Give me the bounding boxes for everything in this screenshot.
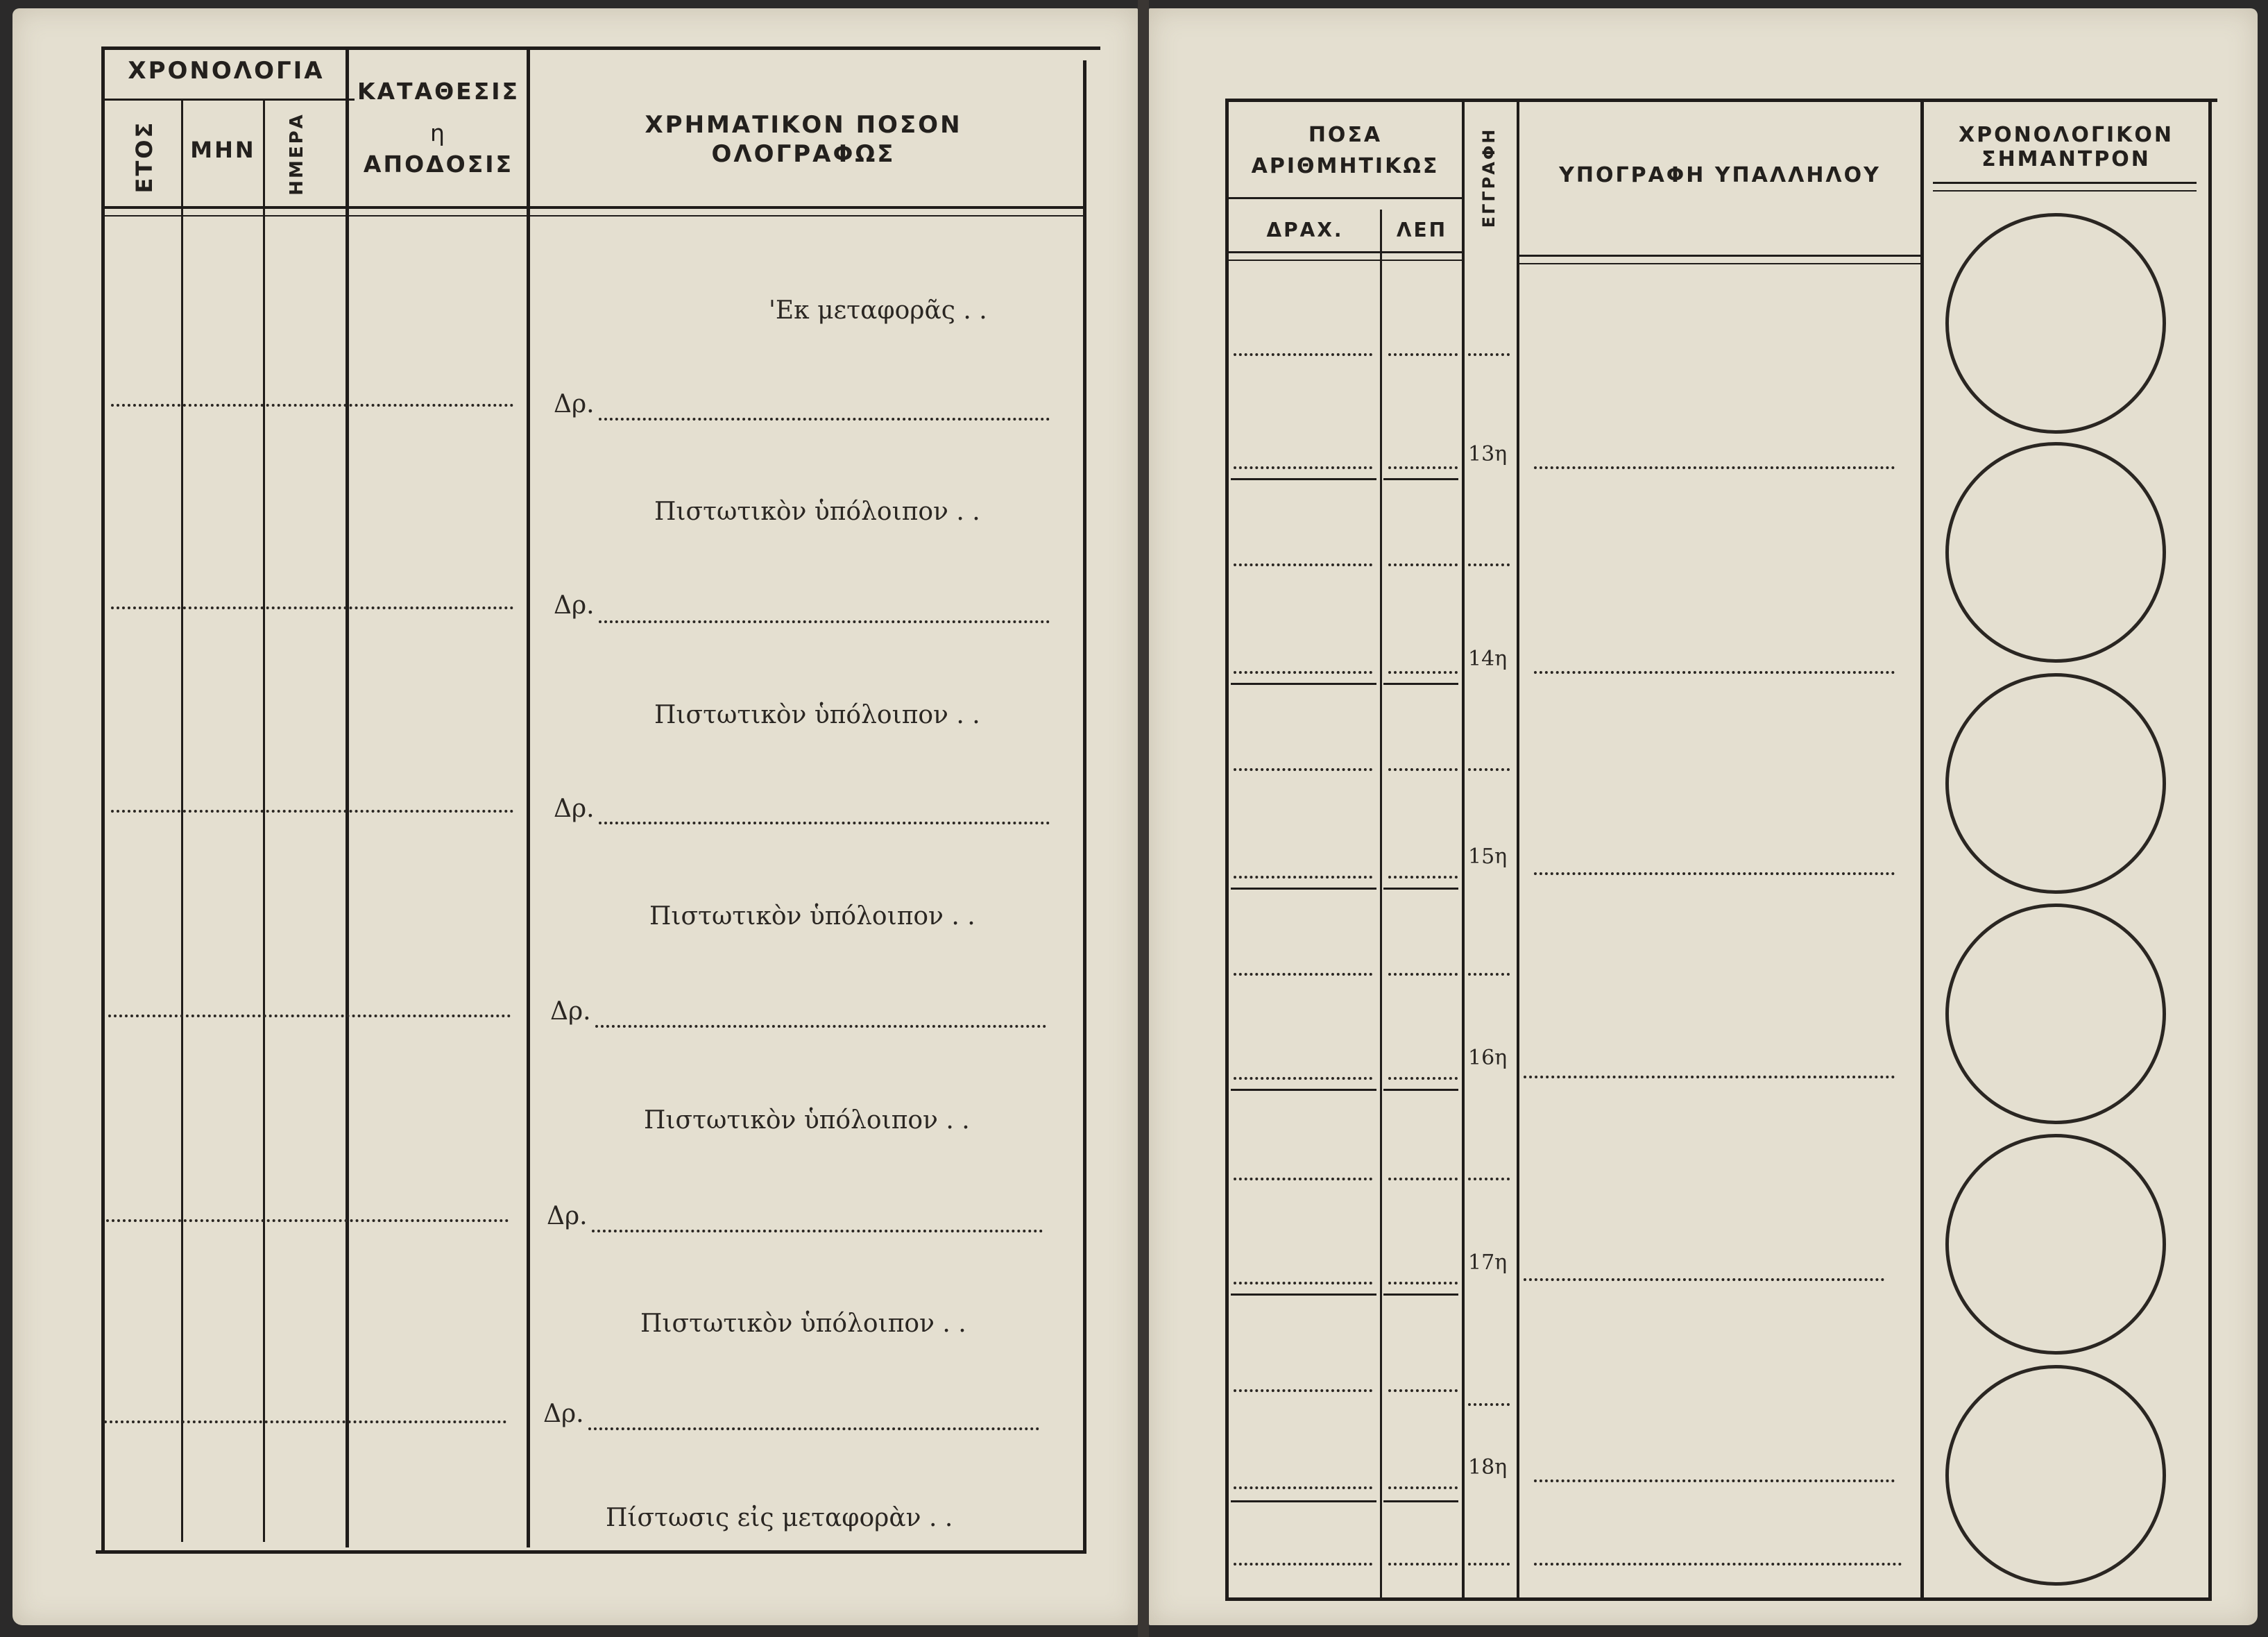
header-olografos: ΟΛΟΓΡΑΦΩΣ	[711, 140, 896, 168]
stamp-circle	[1945, 673, 2166, 894]
drach-line	[1234, 671, 1372, 674]
amount-label: Δρ.	[543, 1400, 584, 1428]
frame-left	[101, 46, 105, 1551]
drach-line	[1234, 1282, 1372, 1284]
stamp-circle	[1945, 904, 2166, 1124]
total-rule	[1383, 1294, 1458, 1296]
signature-line	[1534, 1563, 1902, 1566]
total-rule	[1383, 1500, 1458, 1502]
col-sep-simantron	[1920, 102, 1924, 1597]
amount-label: Δρ.	[554, 591, 595, 620]
lep-line	[1388, 1178, 1458, 1180]
date-line	[104, 1420, 506, 1423]
amount-label: Δρ.	[550, 997, 591, 1026]
signature-line	[1534, 671, 1895, 674]
simantron-rule	[1933, 182, 2197, 184]
stamp-circle	[1945, 442, 2166, 663]
lep-line	[1388, 973, 1458, 976]
header-apodosis: ΑΠΟΔΟΣΙΣ	[363, 151, 514, 178]
frame-top	[101, 46, 1100, 50]
col-sep-2	[263, 99, 265, 1542]
header-chronologia: ΧΡΟΝΟΛΟΓΙΑ	[128, 57, 325, 85]
lep-line	[1388, 671, 1458, 674]
book-spine	[1138, 0, 1149, 1637]
amount-line	[599, 822, 1050, 824]
simantron-rule-2	[1933, 190, 2197, 192]
header-arithmitikos: ΑΡΙΘΜΗΤΙΚΩΣ	[1251, 154, 1440, 178]
amount-label: Δρ.	[554, 795, 595, 823]
total-rule	[1383, 683, 1458, 685]
header-poson: ΧΡΗΜΑΤΙΚΟΝ ΠΟΣΟΝ	[645, 111, 962, 139]
col-sep-lep	[1380, 210, 1382, 1597]
lep-line	[1388, 876, 1458, 879]
drach-line	[1234, 768, 1372, 771]
amount-line	[599, 418, 1050, 421]
footer-text: Πίστωσις εἰς μεταφορὰν . .	[606, 1504, 953, 1532]
frame-right	[1083, 60, 1086, 1552]
header-drach: ΔΡΑΧ.	[1266, 219, 1344, 241]
date-line	[106, 1219, 509, 1222]
total-rule	[1231, 1500, 1376, 1502]
row-text: Πιστωτικὸν ὑπόλοιπον . .	[654, 701, 980, 729]
signature-line	[1534, 466, 1895, 469]
posa-rule	[1229, 197, 1462, 199]
header-eggrafi: ΕΓΓΡΑΦΗ	[1479, 127, 1499, 228]
header-rule-2	[1229, 260, 1462, 261]
drach-line	[1234, 1077, 1372, 1080]
lep-line	[1388, 1486, 1458, 1489]
eggrafi-line	[1468, 563, 1510, 566]
header-etos: ΕΤΟΣ	[131, 120, 157, 194]
drach-line	[1234, 1389, 1372, 1392]
lep-line	[1388, 1282, 1458, 1284]
frame-left	[1225, 99, 1229, 1601]
col-sep-1	[181, 99, 183, 1542]
amount-line	[588, 1427, 1039, 1430]
entry-number: 15η	[1468, 845, 1508, 869]
drach-line	[1234, 563, 1372, 566]
total-rule	[1231, 1294, 1376, 1296]
row-text: Πιστωτικὸν ὑπόλοιπον . .	[649, 902, 975, 931]
eggrafi-line	[1468, 1563, 1510, 1566]
frame-top	[1225, 99, 2217, 102]
entry-number: 17η	[1468, 1250, 1508, 1275]
row-text: Πιστωτικὸν ὑπόλοιπον . .	[644, 1106, 970, 1135]
entry-number: 13η	[1468, 442, 1508, 466]
header-min: ΜΗΝ	[190, 137, 256, 163]
eggrafi-line	[1468, 353, 1510, 356]
header-rule-sign	[1519, 255, 1920, 257]
frame-bottom	[1225, 1597, 2212, 1601]
total-rule	[1383, 478, 1458, 480]
amount-line	[599, 620, 1050, 623]
lep-line	[1388, 563, 1458, 566]
drach-line	[1234, 353, 1372, 356]
entry-number: 18η	[1468, 1455, 1508, 1479]
date-line	[111, 607, 513, 609]
date-line	[111, 810, 513, 813]
header-katathesis: ΚΑΤΑΘΕΣΙΣ	[357, 78, 520, 105]
total-rule	[1383, 888, 1458, 890]
entry-number: 16η	[1468, 1046, 1508, 1070]
total-rule	[1231, 683, 1376, 685]
eggrafi-line	[1468, 768, 1510, 771]
signature-line	[1534, 1479, 1895, 1482]
amount-line	[595, 1025, 1046, 1028]
header-rule-2	[105, 215, 1084, 217]
amount-label: Δρ.	[547, 1202, 588, 1230]
frame-right	[2208, 102, 2212, 1601]
entry-number: 14η	[1468, 647, 1508, 671]
header-imera: ΗΜΕΡΑ	[287, 112, 307, 196]
eggrafi-line	[1468, 973, 1510, 976]
header-rule	[1229, 251, 1462, 253]
row-text: Πιστωτικὸν ὑπόλοιπον . .	[640, 1309, 966, 1338]
drach-line	[1234, 466, 1372, 469]
eggrafi-line	[1468, 1178, 1510, 1180]
amount-line	[592, 1230, 1043, 1232]
lep-line	[1388, 466, 1458, 469]
drach-line	[1234, 1563, 1372, 1566]
signature-line	[1524, 1278, 1884, 1281]
lep-line	[1388, 1389, 1458, 1392]
col-sep-3	[346, 50, 349, 1547]
total-rule	[1231, 1089, 1376, 1091]
header-posa: ΠΟΣΑ	[1308, 123, 1383, 147]
date-line	[108, 1015, 511, 1017]
left-page	[12, 8, 1138, 1625]
total-rule	[1231, 888, 1376, 890]
total-rule	[1231, 478, 1376, 480]
right-page	[1149, 8, 2258, 1625]
col-sep-4	[527, 50, 530, 1547]
stamp-circle	[1945, 1365, 2166, 1586]
amount-label: Δρ.	[554, 390, 595, 418]
drach-line	[1234, 876, 1372, 879]
lep-line	[1388, 1077, 1458, 1080]
lep-line	[1388, 1563, 1458, 1566]
header-ypografi: ΥΠΟΓΡΑΦΗ ΥΠΑΛΛΗΛΟΥ	[1559, 163, 1881, 187]
stamp-circle	[1945, 1134, 2166, 1355]
drach-line	[1234, 1178, 1372, 1180]
header-rule-sign-2	[1519, 263, 1920, 264]
row-text: Πιστωτικὸν ὑπόλοιπον . .	[654, 498, 980, 526]
signature-line	[1524, 1076, 1895, 1078]
eggrafi-line	[1468, 1403, 1510, 1406]
header-rule	[105, 206, 1084, 209]
lep-line	[1388, 768, 1458, 771]
signature-line	[1534, 872, 1895, 875]
header-simantron-1: ΧΡΟΝΟΛΟΓΙΚΟΝ	[1958, 123, 2174, 147]
lep-line	[1388, 353, 1458, 356]
col-sep-eggrafi-right	[1517, 102, 1519, 1597]
col-sep-eggrafi-left	[1462, 102, 1465, 1597]
drach-line	[1234, 973, 1372, 976]
header-lep: ΛΕΠ	[1396, 219, 1448, 241]
row-text: 'Εκ μεταφορᾶς . .	[769, 296, 987, 325]
header-simantron-2: ΣΗΜΑΝΤΡΟΝ	[1981, 147, 2151, 171]
drach-line	[1234, 1486, 1372, 1489]
stamp-circle	[1945, 213, 2166, 434]
chronologia-rule	[105, 99, 355, 101]
date-line	[111, 404, 513, 407]
header-katathesis-or: η	[430, 119, 447, 146]
total-rule	[1383, 1089, 1458, 1091]
frame-bottom	[96, 1550, 1086, 1554]
